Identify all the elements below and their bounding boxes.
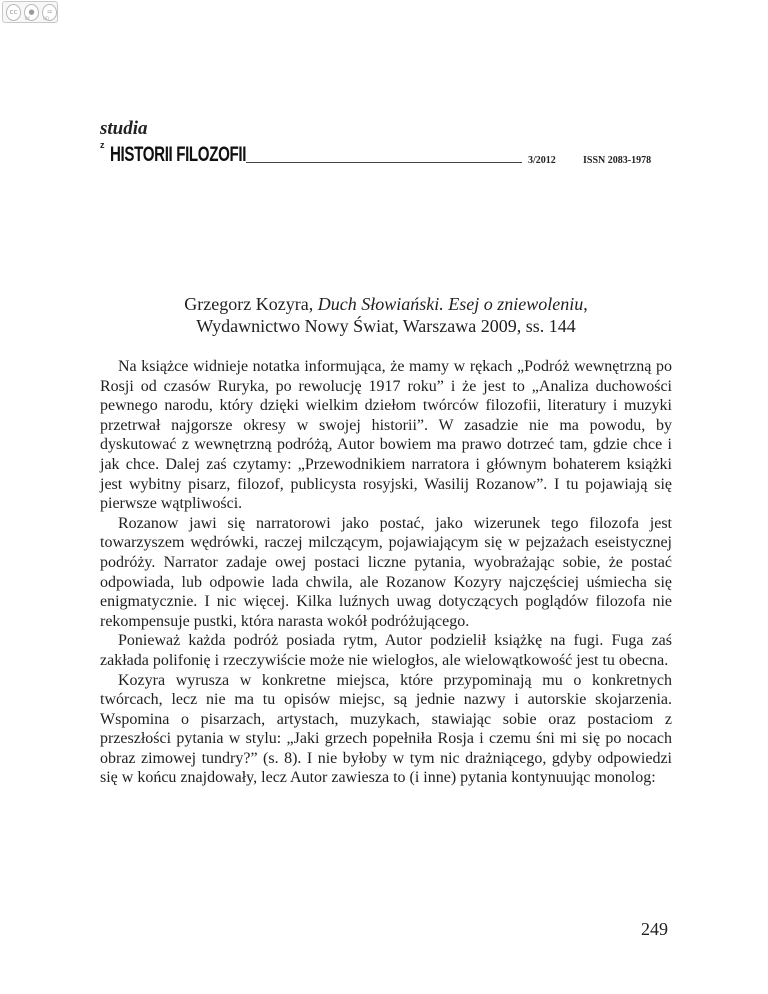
nd-label: ND [43,16,50,21]
issn: ISSN 2083-1978 [583,155,652,166]
masthead-rule [246,162,522,163]
journal-masthead [100,118,672,168]
masthead-z: z [100,140,105,150]
journal-name: HISTORII FILOZOFII [110,143,247,166]
license-badge [2,1,58,23]
review-publisher: Wydawnictwo Nowy Świat, Warszawa 2009, ss. 144 [196,316,576,336]
review-header [100,293,672,337]
paragraph-4: Kozyra wyrusza w konkretne miejsca, które przypominają mu o konkretnych twórcach, lecz nie ma tu opisów miejsc, są jednie nazwy i autorskie skojarzenia. Wspomina o pisarzach, artystach, muzykach, stawiając sobie oraz postaciom z przeszłości pytania w stylu: „Jaki grzech popełniła Rosja i czemu śni mi się po nocach obraz zimowej tundry?” (s. 8). I nie byłoby w tym nic drażniącego, gdyby odpowiedzi się w końcu znajdowały, lecz Autor zawiesza to (i inne) pytania kontynuując monolog: [100,671,672,787]
article-body [100,357,672,788]
nd-icon: = [42,4,57,21]
paragraph-2: Rozanow jawi się narratorowi jako postać, jako wizerunek tego filozofa jest towarzyszem wędrówki, raczej milczącym, pojawiającym się w pejzażach eseistycznej podróży. Narrator zadaje owej postaci liczne pytania, wyobrażając sobie, że postać odpowiada, lub odpowie lada chwila, ale Rozanow Kozyry najczęściej uśmiecha się enigmatycznie. I nic więcej. Kilka luźnych uwag dotyczących poglądów filozofa nie rekompensuje pustki, która narasta wokół podróżującego. [100,514,672,630]
review-author: Grzegorz Kozyra, [184,294,318,314]
issue-number: 3/2012 [528,155,556,166]
review-comma: , [583,294,588,314]
review-citation-line-1 [100,293,672,315]
paragraph-3: Ponieważ każda podróż posiada rytm, Autor podzielił książkę na fugi. Fuga zaś zakłada polifonię i rzeczywiście może nie wielogłos, ale wielowątkowość jest tu obecna. [100,632,672,669]
cc-icon: cc [6,4,21,21]
by-icon: ● [24,4,39,21]
page-number: 249 [641,919,668,939]
masthead-studia: studia [100,118,148,139]
paragraph-1: Na książce widnieje notatka informująca, że mamy w rękach „Podróż wewnętrzną po Rosji od czasów Ruryka, po rewolucję 1917 roku” i że jest to „Analiza duchowości pewnego narodu, który dzięki wielkim dziełom twórców filozofii, literatury i muzyki przetrwał najgorsze okresy w swojej historii”. W zasadzie nie ma powodu, by dyskutować z wewnętrzną podróżą, Autor bowiem ma prawo dotrzeć tam, gdzie chce i jak chce. Dalej zaś czytamy: „Przewodnikiem narratora i głównym bohaterem książki jest wybitny pisarz, filozof, publicysta rosyjski, Wasilij Rozanow”. I tu pojawiają się pierwsze wątpliwości. [100,358,672,513]
review-title: Duch Słowiański. Esej o zniewoleniu [317,294,584,314]
by-label: BY [25,16,30,21]
